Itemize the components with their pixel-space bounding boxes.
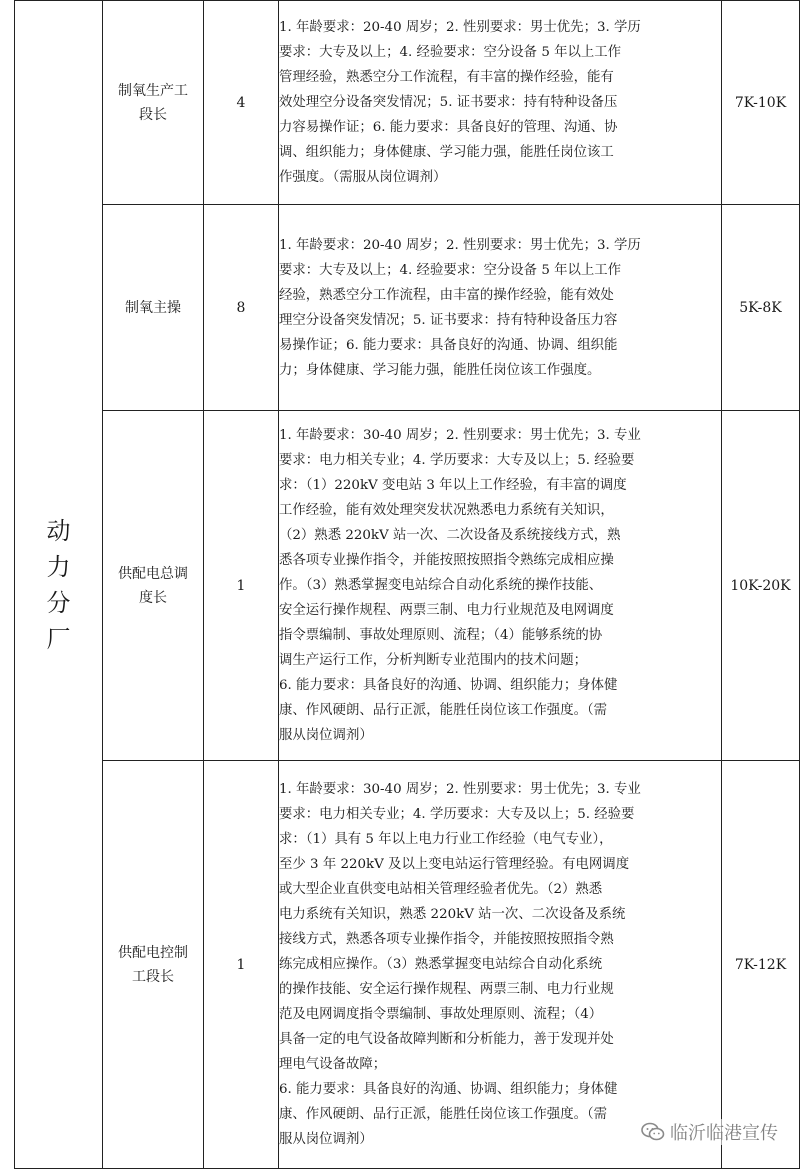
- requirement-line: 至少 3 年 220kV 及以上变电站运行管理经验。有电网调度: [279, 857, 630, 872]
- table-row: [15, 411, 800, 761]
- headcount-cell: 1: [204, 761, 279, 1169]
- headcount-cell: 1: [204, 411, 279, 761]
- requirement-line: 1. 年龄要求：20-40 周岁；2. 性别要求：男士优先；3. 学历: [279, 20, 641, 35]
- requirement-line: 求：（1）220kV 变电站 3 年以上工作经验，有丰富的调度: [279, 478, 627, 493]
- salary-cell: 7K-10K: [722, 1, 800, 205]
- requirement-line: 接线方式，熟悉各项专业操作指令，并能按照按照指令熟: [279, 932, 614, 947]
- job-requirements-table: [14, 0, 800, 1169]
- requirement-line: 理空分设备突发情况；5. 证书要求：持有特种设备压力容: [279, 312, 618, 328]
- requirement-line: 或大型企业直供变电站相关管理经验者优先。（2）熟悉: [279, 882, 603, 897]
- wechat-icon: [641, 1122, 665, 1142]
- requirement-line: 调生产运行工作，分析判断专业范围内的技术问题；: [279, 653, 587, 668]
- requirement-line: 易操作证；6. 能力要求：具备良好的沟通、协调、组织能: [279, 337, 618, 353]
- requirement-line: 悉各项专业操作指令，并能按照按照指令熟练完成相应操: [279, 553, 614, 568]
- requirement-line: 的操作技能、安全运行操作规程、两票三制、电力行业规: [279, 982, 614, 997]
- requirement-line: 要求：电力相关专业；4. 学历要求：大专及以上；5. 经验要: [279, 807, 635, 822]
- requirement-line: 服从岗位调剂）: [279, 728, 373, 743]
- requirement-line: 电力系统有关知识，熟悉 220kV 站一次、二次设备及系统: [279, 907, 626, 922]
- requirement-line: 调、组织能力；身体健康、学习能力强，能胜任岗位该工: [279, 145, 614, 160]
- requirement-line: 作。（3）熟悉掌握变电站综合自动化系统的操作技能、: [279, 578, 603, 593]
- headcount-cell: 4: [204, 1, 279, 205]
- requirement-line: 1. 年龄要求：20-40 周岁；2. 性别要求：男士优先；3. 学历: [279, 237, 641, 253]
- requirement-line: 管理经验，熟悉空分工作流程，有丰富的操作经验，能有: [279, 70, 614, 85]
- salary-cell: 5K-8K: [722, 205, 800, 411]
- table-row: [15, 761, 800, 1169]
- account-watermark: [641, 1119, 778, 1145]
- position-cell: [103, 205, 204, 411]
- requirement-line: 经验，熟悉空分工作流程，由丰富的操作经验，能有效处: [279, 287, 614, 303]
- position-cell: [103, 761, 204, 1169]
- requirement-line: 康、作风硬朗、品行正派，能胜任岗位该工作强度。（需: [279, 703, 608, 718]
- requirement-line: 1. 年龄要求：30-40 周岁；2. 性别要求：男士优先；3. 专业: [279, 428, 641, 443]
- requirement-line: 工作经验，能有效处理突发状况熟悉电力系统有关知识，: [279, 503, 614, 518]
- department-name: 动 力 分 厂: [46, 516, 71, 653]
- table-row: [15, 205, 800, 411]
- requirement-line: 作强度。（需服从岗位调剂）: [279, 170, 447, 185]
- requirement-line: 要求：大专及以上；4. 经验要求：空分设备 5 年以上工作: [279, 45, 622, 60]
- requirement-line: 理电气设备故障；: [279, 1057, 387, 1072]
- position-cell: [103, 411, 204, 761]
- requirement-line: （2）熟悉 220kV 站一次、二次设备及系统接线方式，熟: [279, 528, 621, 543]
- requirement-line: 效处理空分设备突发情况；5. 证书要求：持有特种设备压: [279, 95, 618, 110]
- requirement-line: 服从岗位调剂）: [279, 1132, 373, 1147]
- requirement-line: 康、作风硬朗、品行正派，能胜任岗位该工作强度。（需: [279, 1107, 608, 1122]
- requirement-line: 练完成相应操作。（3）熟悉掌握变电站综合自动化系统: [279, 957, 603, 972]
- requirement-line: 安全运行操作规程、两票三制、电力行业规范及电网调度: [279, 603, 614, 618]
- requirement-line: 具备一定的电气设备故障判断和分析能力，善于发现并处: [279, 1032, 614, 1047]
- requirement-line: 要求：大专及以上；4. 经验要求：空分设备 5 年以上工作: [279, 262, 622, 278]
- salary-cell: 7K-12K: [722, 761, 800, 1169]
- requirements-cell: [279, 761, 722, 1169]
- requirement-line: 力容易操作证；6. 能力要求：具备良好的管理、沟通、协: [279, 120, 618, 135]
- position-cell: [103, 1, 204, 205]
- requirement-line: 范及电网调度指令票编制、事故处理原则、流程；（4）: [279, 1007, 603, 1022]
- requirements-cell: [279, 205, 722, 411]
- requirement-line: 6. 能力要求：具备良好的沟通、协调、组织能力；身体健: [279, 1082, 618, 1097]
- requirement-line: 要求：电力相关专业；4. 学历要求：大专及以上；5. 经验要: [279, 453, 635, 468]
- position-name: 制氧主操: [125, 299, 181, 316]
- headcount-cell: 8: [204, 205, 279, 411]
- requirement-line: 1. 年龄要求：30-40 周岁；2. 性别要求：男士优先；3. 专业: [279, 782, 641, 797]
- requirement-line: 指令票编制、事故处理原则、流程；（4）能够系统的协: [279, 628, 603, 643]
- requirements-cell: [279, 411, 722, 761]
- position-name: 供配电控制工段长: [118, 944, 188, 985]
- position-name: 制氧生产工段长: [118, 82, 188, 123]
- requirement-line: 求：（1）具有 5 年以上电力行业工作经验（电气专业），: [279, 832, 613, 847]
- salary-cell: 10K-20K: [722, 411, 800, 761]
- watermark-text: 临沂临港宣传: [670, 1123, 778, 1144]
- table-row: [15, 1, 800, 205]
- position-name: 供配电总调度长: [118, 565, 188, 606]
- requirement-line: 力；身体健康、学习能力强，能胜任岗位该工作强度。: [279, 362, 601, 378]
- department-cell: [15, 1, 103, 1169]
- requirement-line: 6. 能力要求：具备良好的沟通、协调、组织能力；身体健: [279, 678, 618, 693]
- requirements-cell: [279, 1, 722, 205]
